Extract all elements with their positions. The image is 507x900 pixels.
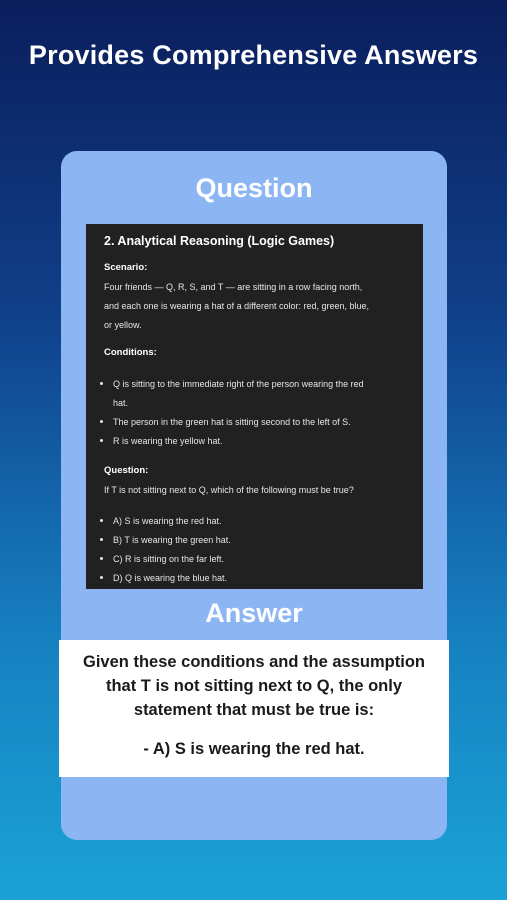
scenario-text	[104, 278, 407, 335]
question-text: If T is not sitting next to Q, which of the following must be true?	[104, 485, 354, 495]
answer-line: Given these conditions and the assumption	[83, 653, 425, 671]
answer-final: - A) S is wearing the red hat.	[143, 740, 365, 758]
condition-item: Q is sitting to the immediate right of the person wearing the red	[104, 375, 407, 394]
option-item: D) Q is wearing the blue hat.	[104, 569, 407, 588]
options-list	[104, 512, 407, 588]
question-title: Question	[195, 173, 313, 203]
scenario-line: and each one is wearing a hat of a different color: red, green, blue,	[104, 301, 370, 311]
answer-title: Answer	[205, 598, 303, 628]
condition-continuation: hat.	[113, 398, 129, 408]
scenario-label: Scenario:	[104, 262, 148, 273]
option-item: A) S is wearing the red hat.	[104, 512, 407, 531]
answer-box	[59, 640, 449, 777]
option-item: C) R is sitting on the far left.	[104, 550, 407, 569]
option-item: B) T is wearing the green hat.	[104, 531, 407, 550]
conditions-label: Conditions:	[104, 347, 157, 358]
condition-item: R is wearing the yellow hat.	[104, 432, 407, 451]
question-screenshot	[86, 224, 423, 589]
question-heading: 2. Analytical Reasoning (Logic Games)	[104, 234, 335, 248]
scenario-line: Four friends — Q, R, S, and T — are sitting in a row facing north,	[104, 282, 363, 292]
condition-item: The person in the green hat is sitting second to the left of S.	[104, 413, 407, 432]
conditions-list	[104, 375, 407, 451]
scenario-line: or yellow.	[104, 320, 142, 330]
answer-line: that T is not sitting next to Q, the only	[105, 677, 403, 695]
page-headline: Provides Comprehensive Answers	[28, 40, 479, 70]
answer-line: statement that must be true is:	[133, 701, 375, 719]
question-label: Question:	[104, 465, 149, 476]
